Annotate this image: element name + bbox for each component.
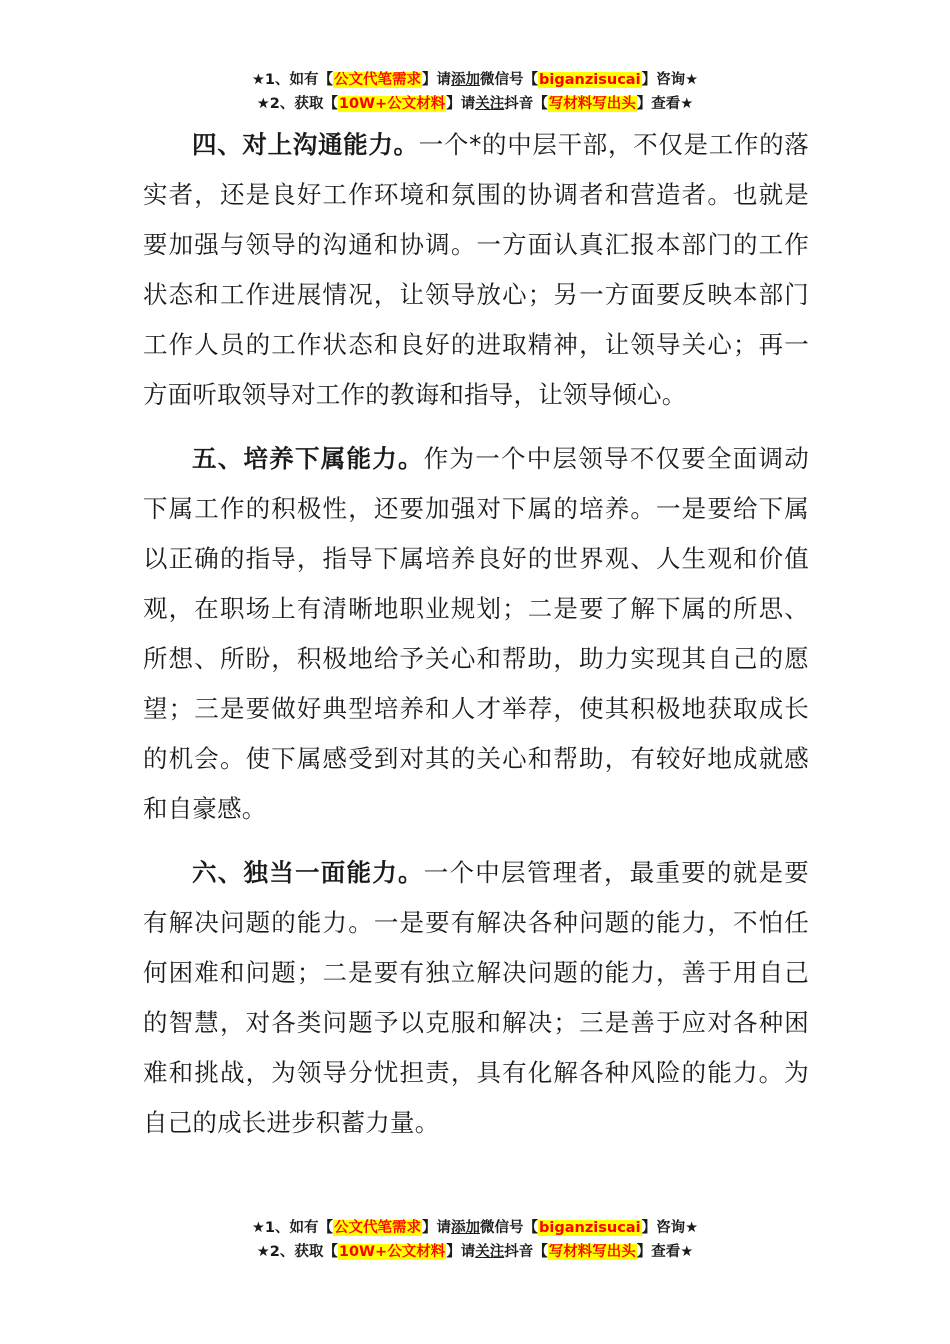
banner-highlight: biganzisucai xyxy=(539,1220,641,1236)
banner-text: 】咨询★ xyxy=(641,72,699,88)
banner-line-2 xyxy=(0,1240,950,1264)
banner-text: 】请 xyxy=(422,72,452,88)
paragraph-heading: 四、对上沟通能力。 xyxy=(192,130,419,159)
paragraph-section-6 xyxy=(143,848,809,1148)
banner-text: 】请 xyxy=(422,1220,452,1236)
banner-highlight: 10W+公文材料 xyxy=(338,96,446,112)
footer-banner xyxy=(0,1216,950,1264)
banner-line-1 xyxy=(0,68,950,92)
banner-text: ★1、如有【 xyxy=(251,1220,334,1236)
banner-line-2 xyxy=(0,92,950,116)
banner-text: 】请 xyxy=(446,1244,476,1260)
banner-underlined-text: 添加 xyxy=(451,72,481,88)
banner-text: 抖音【 xyxy=(504,1244,548,1260)
banner-underlined-text: 关注 xyxy=(475,1244,505,1260)
paragraph-text: 一个*的中层干部，不仅是工作的落实者，还是良好工作环境和氛围的协调者和营造者。也就是要加强与领导的沟通和协调。一方面认真汇报本部门的工作状态和工作进展情况，让领导放心；另一方面要反映本部门工作人员的工作状态和良好的进取精神，让领导关心；再一方面听取领导对工作的教诲和指导，让领导倾心。 xyxy=(143,130,809,409)
banner-highlight: 公文代笔需求 xyxy=(334,1220,422,1236)
banner-underlined-text: 关注 xyxy=(475,96,505,112)
banner-line-1 xyxy=(0,1216,950,1240)
paragraph-heading: 六、独当一面能力。 xyxy=(192,858,424,887)
banner-highlight: 公文代笔需求 xyxy=(334,72,422,88)
banner-highlight: 写材料写出头 xyxy=(548,96,636,112)
paragraph-section-4 xyxy=(143,120,809,420)
paragraph-text: 作为一个中层领导不仅要全面调动下属工作的积极性，还要加强对下属的培养。一是要给下属以正确的指导，指导下属培养良好的世界观、人生观和价值观，在职场上有清晰地职业规划；二是要了解下属的所思、所想、所盼，积极地给予关心和帮助，助力实现其自己的愿望；三是要做好典型培养和人才举荐，使其积极地获取成长的机会。使下属感受到对其的关心和帮助，有较好地成就感和自豪感。 xyxy=(143,444,809,823)
banner-highlight: 写材料写出头 xyxy=(548,1244,636,1260)
banner-text: 】查看★ xyxy=(636,96,694,112)
banner-text: 抖音【 xyxy=(504,96,548,112)
banner-text: 微信号【 xyxy=(480,1220,539,1236)
banner-text: ★1、如有【 xyxy=(251,72,334,88)
header-banner xyxy=(0,68,950,116)
banner-underlined-text: 添加 xyxy=(451,1220,481,1236)
banner-text: 】查看★ xyxy=(636,1244,694,1260)
paragraph-heading: 五、培养下属能力。 xyxy=(192,444,424,473)
banner-text: ★2、获取【 xyxy=(256,96,338,112)
banner-highlight: 10W+公文材料 xyxy=(338,1244,446,1260)
document-body xyxy=(143,120,809,1162)
banner-text: ★2、获取【 xyxy=(256,1244,338,1260)
banner-highlight: biganzisucai xyxy=(539,72,641,88)
paragraph-text: 一个中层管理者，最重要的就是要有解决问题的能力。一是要有解决各种问题的能力，不怕任何困难和问题；二是要有独立解决问题的能力，善于用自己的智慧，对各类问题予以克服和解决；三是善于应对各种困难和挑战，为领导分忧担责，具有化解各种风险的能力。为自己的成长进步积蓄力量。 xyxy=(143,858,809,1137)
banner-text: 】请 xyxy=(446,96,476,112)
banner-text: 微信号【 xyxy=(480,72,539,88)
paragraph-section-5 xyxy=(143,434,809,834)
banner-text: 】咨询★ xyxy=(641,1220,699,1236)
